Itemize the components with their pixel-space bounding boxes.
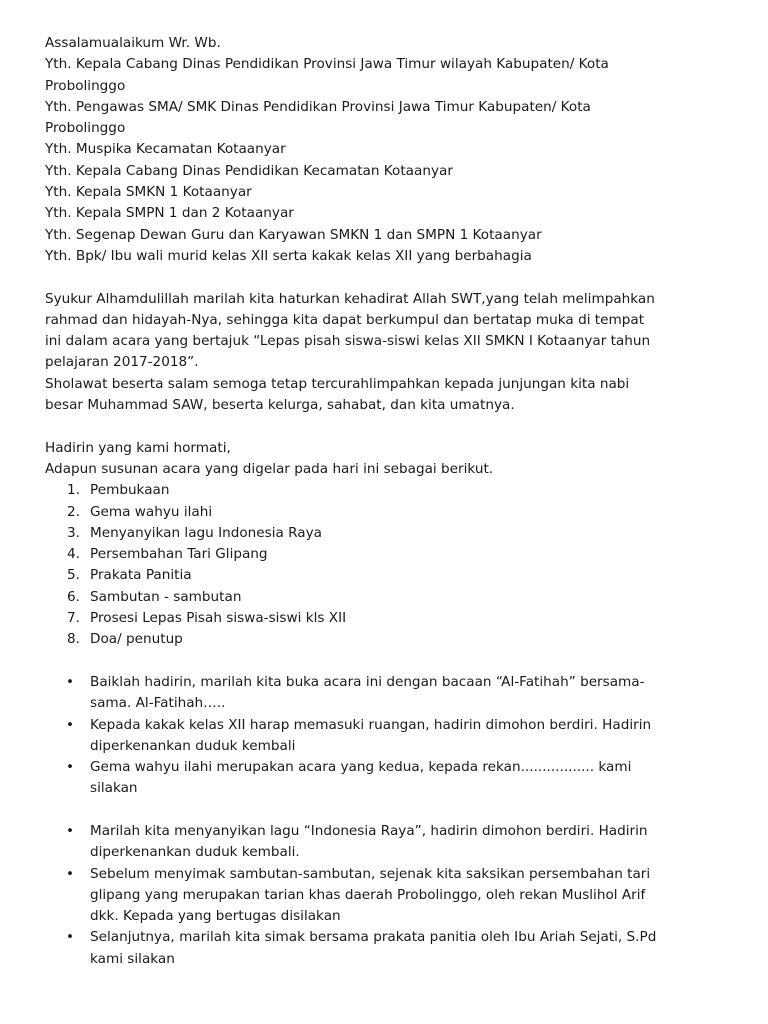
bullet-item (45, 821, 735, 864)
agenda-text: Prosesi Lepas Pisah siswa-siswi kls XII (90, 610, 347, 627)
bullet-line: glipang yang merupakan tarian khas daerah Probolinggo, oleh rekan Muslihol Arif (90, 886, 646, 903)
bullet-line: sama. Al-Fatihah….. (90, 695, 226, 712)
addressee-line: Probolinggo (45, 120, 126, 137)
agenda-item (45, 544, 735, 565)
agenda-item (45, 502, 735, 523)
bullet-line: Gema wahyu ilahi merupakan acara yang kedua, kepada rekan................. kami (90, 759, 632, 776)
agenda-item (45, 565, 735, 586)
addressee: Yth. Kepala SMKN 1 Kotaanyar (45, 184, 252, 201)
addressee: Yth. Segenap Dewan Guru dan Karyawan SMKN 1 dan SMPN 1 Kotaanyar (45, 226, 542, 243)
bullet-line: Sebelum menyimak sambutan-sambutan, sejenak kita saksikan persembahan tari (90, 865, 651, 882)
agenda-item (45, 629, 735, 650)
addressee: Yth. Kepala Cabang Dinas Pendidikan Kecamatan Kotaanyar (45, 162, 453, 179)
paragraph-line: pelajaran 2017-2018”. (45, 354, 199, 371)
bullet-list-b (45, 821, 735, 970)
addressee (45, 54, 735, 97)
bullet-line: diperkenankan duduk kembali (90, 737, 296, 754)
agenda-number: 7. (67, 610, 80, 627)
paragraph-gap (45, 651, 735, 672)
document-page (45, 33, 735, 970)
agenda-text: Prakata Panitia (90, 567, 192, 584)
bullet-item (45, 927, 735, 970)
agenda-number: 2. (67, 503, 80, 520)
agenda-number: 6. (67, 588, 80, 605)
bullet-dot-icon: • (66, 673, 75, 690)
addressee: Yth. Kepala SMPN 1 dan 2 Kotaanyar (45, 205, 294, 222)
agenda-text: Doa/ penutup (90, 631, 183, 648)
paragraph-gap (45, 267, 735, 288)
bullet-line: Kepada kakak kelas XII harap memasuki ruangan, hadirin dimohon berdiri. Hadirin (90, 716, 652, 733)
bullet-item (45, 757, 735, 800)
bullet-item (45, 672, 735, 715)
bullet-dot-icon: • (66, 716, 75, 733)
addressee-line: Yth. Kepala Cabang Dinas Pendidikan Provinsi Jawa Timur wilayah Kabupaten/ Kota (45, 56, 609, 73)
greeting: Assalamualaikum Wr. Wb. (45, 35, 221, 51)
agenda-item (45, 480, 735, 501)
addressee: Yth. Bpk/ Ibu wali murid kelas XII serta kakak kelas XII yang berbahagia (45, 247, 532, 264)
paragraph-gap (45, 800, 735, 821)
paragraph-line: rahmad dan hidayah-Nya, sehingga kita dapat berkumpul dan bertatap muka di tempat (45, 311, 645, 328)
bullet-line: silakan (90, 780, 138, 797)
bullet-line: Baiklah hadirin, marilah kita buka acara ini dengan bacaan “Al-Fatihah” bersama- (90, 673, 645, 690)
addressee: Yth. Muspika Kecamatan Kotaanyar (45, 141, 286, 158)
agenda-number: 8. (67, 631, 80, 648)
agenda-number: 5. (67, 567, 80, 584)
addressee (45, 97, 735, 140)
paragraph-line: Hadirin yang kami hormati, (45, 439, 231, 456)
agenda-text: Pembukaan (90, 482, 170, 499)
agenda-number: 4. (67, 546, 80, 563)
agenda-text: Gema wahyu ilahi (90, 503, 213, 520)
bullet-line: dkk. Kepada yang bertugas disilakan (90, 908, 341, 925)
bullet-line: Marilah kita menyanyikan lagu “Indonesia Raya”, hadirin dimohon berdiri. Hadirin (90, 822, 648, 839)
bullet-dot-icon: • (66, 929, 75, 946)
addressee-line: Yth. Pengawas SMA/ SMK Dinas Pendidikan Provinsi Jawa Timur Kabupaten/ Kota (45, 98, 591, 115)
paragraph-line: besar Muhammad SAW, beserta kelurga, sahabat, dan kita umatnya. (45, 397, 515, 414)
agenda-number: 1. (67, 482, 80, 499)
agenda-number: 3. (67, 524, 80, 541)
bullet-line: Selanjutnya, marilah kita simak bersama prakata panitia oleh Ibu Ariah Sejati, S.Pd (90, 929, 657, 946)
agenda-text: Sambutan - sambutan (90, 588, 242, 605)
opening-paragraph (45, 289, 735, 417)
bullet-dot-icon: • (66, 822, 75, 839)
agenda-item (45, 523, 735, 544)
addressee-list (45, 54, 735, 267)
agenda-text: Persembahan Tari Glipang (90, 546, 268, 563)
agenda-list (45, 480, 735, 650)
bullet-line: kami silakan (90, 950, 175, 967)
paragraph-line: Sholawat beserta salam semoga tetap tercurahlimpahkan kepada junjungan kita nabi (45, 375, 630, 392)
paragraph-gap (45, 416, 735, 437)
paragraph-line: ini dalam acara yang bertajuk “Lepas pisah siswa-siswi kelas XII SMKN I Kotaanyar tahun (45, 333, 651, 350)
paragraph-line: Syukur Alhamdulillah marilah kita haturkan kehadirat Allah SWT,yang telah melimpahkan (45, 290, 655, 307)
paragraph-line: Adapun susunan acara yang digelar pada hari ini sebagai berikut. (45, 460, 494, 477)
addressee-line: Probolinggo (45, 77, 126, 94)
agenda-text: Menyanyikan lagu Indonesia Raya (90, 524, 323, 541)
agenda-item (45, 608, 735, 629)
bullet-item (45, 715, 735, 758)
bullet-dot-icon: • (66, 759, 75, 776)
bullet-dot-icon: • (66, 865, 75, 882)
bullet-line: diperkenankan duduk kembali. (90, 844, 300, 861)
agenda-item (45, 587, 735, 608)
bullet-item (45, 864, 735, 928)
bullet-list-a (45, 672, 735, 800)
intro-paragraph (45, 438, 735, 481)
